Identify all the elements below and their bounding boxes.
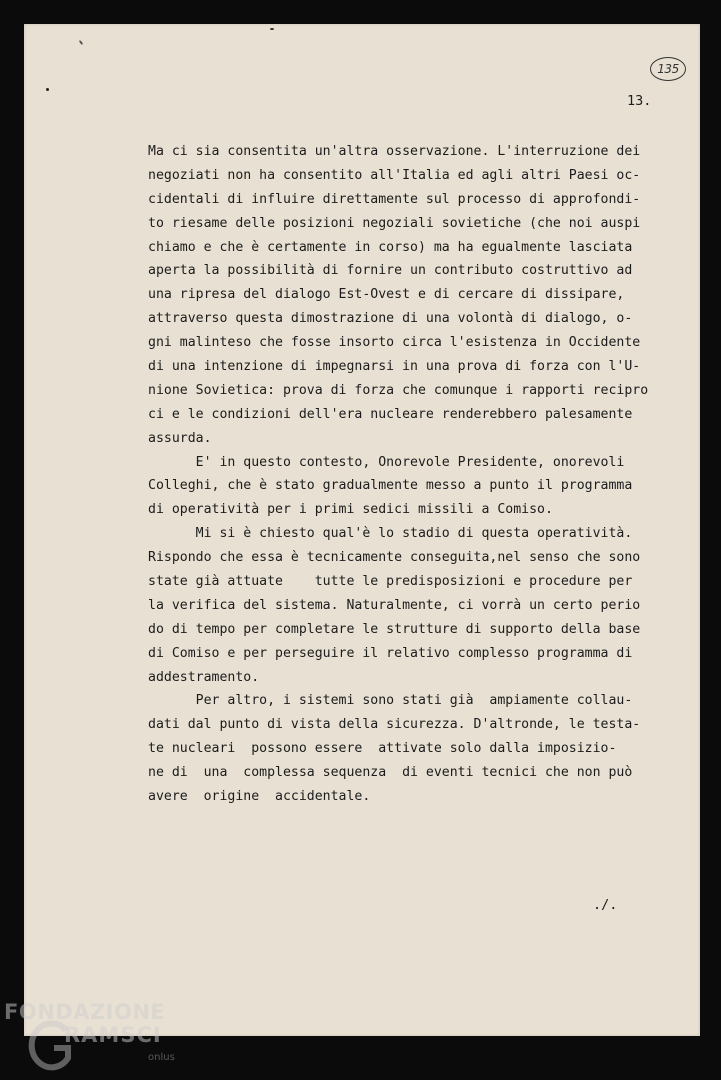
text-line: ci e le condizioni dell'era nucleare renderebbero palesamente <box>148 406 633 422</box>
text-line: do di tempo per completare le strutture di supporto della base <box>148 621 641 637</box>
text-line: avere origine accidentale. <box>148 789 371 805</box>
text-line: aperta la possibilità di fornire un contributo costruttivo ad <box>148 263 633 279</box>
continuation-mark: ./. <box>593 897 618 913</box>
page-number: 13. <box>627 93 652 109</box>
text-line: attraverso questa dimostrazione di una volontà di dialogo, o- <box>148 311 633 327</box>
text-line: gni malinteso che fosse insorto circa l'esistenza in Occidente <box>148 335 641 351</box>
text-line: to riesame delle posizioni negoziali sovietiche (che noi auspi <box>148 215 641 231</box>
text-line: di operatività per i primi sedici missili a Comiso. <box>148 502 553 518</box>
ink-speck <box>270 28 274 30</box>
text-line: E' in questo contesto, Onorevole Presidente, onorevoli <box>148 454 625 470</box>
text-line: nione Sovietica: prova di forza che comunque i rapporti recipro <box>148 382 649 398</box>
text-line: negoziati non ha consentito all'Italia ed agli altri Paesi oc- <box>148 167 641 183</box>
ink-speck <box>79 40 84 45</box>
watermark-line-2: RAMSCI <box>64 1023 162 1047</box>
text-line: dati dal punto di vista della sicurezza. D'altronde, le testa- <box>148 717 641 733</box>
text-line: chiamo e che è certamente in corso) ma ha egualmente lasciata <box>148 239 633 255</box>
text-line: Ma ci sia consentita un'altra osservazione. L'interruzione dei <box>148 144 641 159</box>
text-line: state già attuate tutte le predisposizioni e procedure per <box>148 574 633 590</box>
ink-speck <box>46 88 49 91</box>
text-line: ne di una complessa sequenza di eventi tecnici che non può <box>148 765 633 781</box>
text-line: la verifica del sistema. Naturalmente, ci vorrà un certo perio <box>148 597 641 613</box>
text-line: Per altro, i sistemi sono stati già ampiamente collau- <box>148 693 633 709</box>
text-line: una ripresa del dialogo Est-Ovest e di cercare di dissipare, <box>148 287 625 303</box>
text-line: Colleghi, che è stato gradualmente messo a punto il programma <box>148 478 633 494</box>
foundation-watermark <box>4 1000 204 1078</box>
text-line: cidentali di influire direttamente sul processo di approfondi- <box>148 191 641 207</box>
text-line: Rispondo che essa è tecnicamente conseguita,nel senso che sono <box>148 550 641 566</box>
body-text <box>148 140 688 809</box>
text-line: assurda. <box>148 430 212 446</box>
text-line: di una intenzione di impegnarsi in una prova di forza con l'U- <box>148 359 641 375</box>
text-line: Mi si è chiesto qual'è lo stadio di questa operatività. <box>148 526 633 542</box>
text-line: addestramento. <box>148 669 260 685</box>
text-line: di Comiso e per perseguire il relativo complesso programma di <box>148 645 633 661</box>
text-line: te nucleari possono essere attivate solo dalla imposizio- <box>148 741 617 757</box>
document-page <box>24 24 700 1036</box>
watermark-line-1: FONDAZIONE <box>4 1000 166 1024</box>
watermark-line-3: onlus <box>148 1052 175 1063</box>
archive-page-stamp: 135 <box>650 57 686 81</box>
